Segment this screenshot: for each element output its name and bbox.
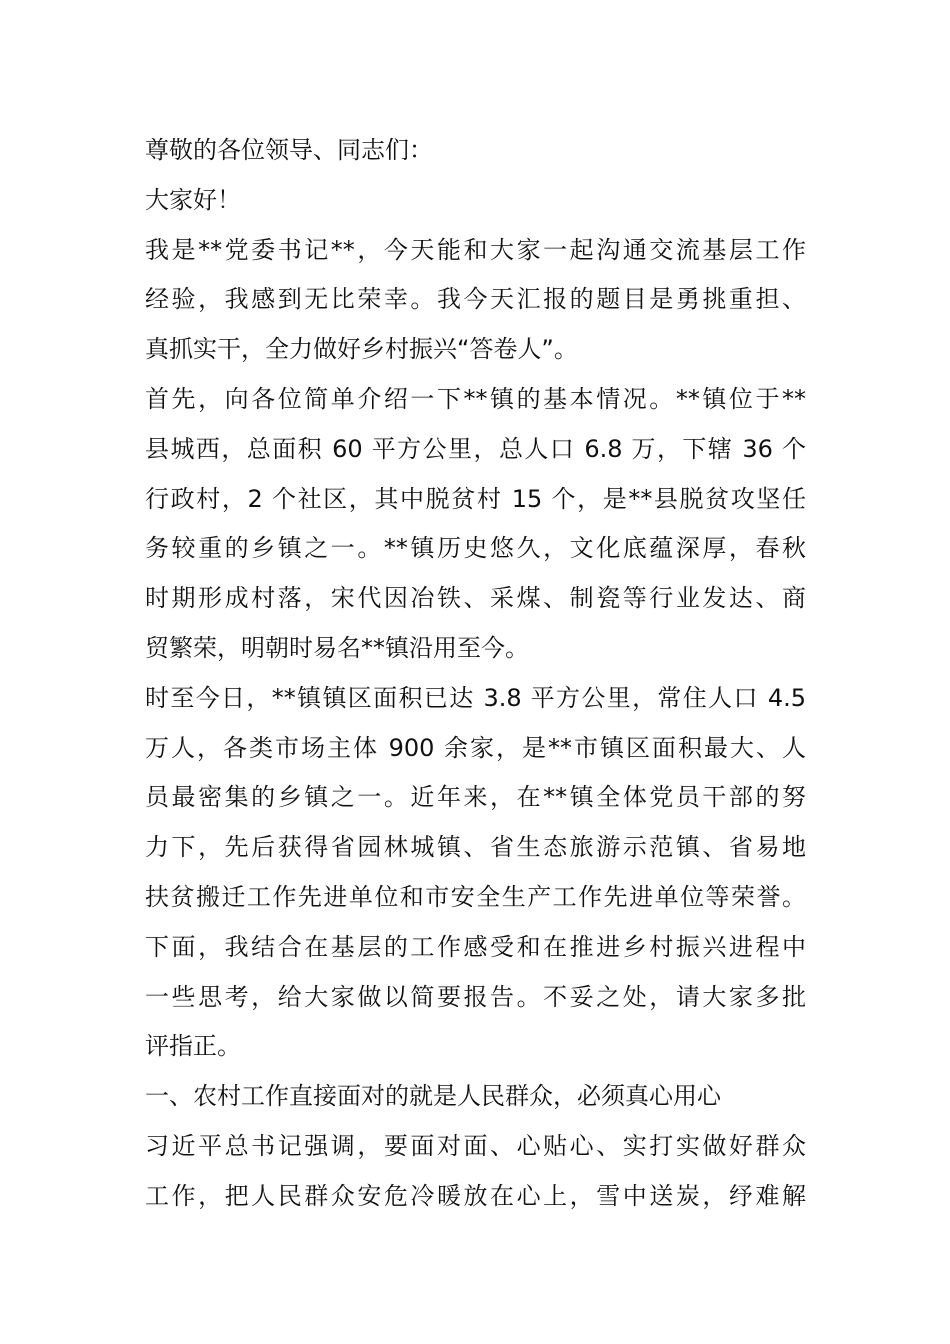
text-line: 下面，我结合在基层的工作感受和在推进乡村振兴进程中 <box>145 932 806 961</box>
text-line: 时期形成村落，宋代因冶铁、采煤、制瓷等行业发达、商 <box>145 584 806 613</box>
text-line: 贸繁荣，明朝时易名**镇沿用至今。 <box>145 633 529 662</box>
paragraph <box>145 375 806 674</box>
paragraph <box>145 226 806 375</box>
paragraph <box>145 674 806 923</box>
text-line: 务较重的乡镇之一。**镇历史悠久，文化底蕴深厚，春秋 <box>145 534 806 563</box>
text-line: 大家好！ <box>145 185 241 214</box>
text-line: 一、农村工作直接面对的就是人民群众，必须真心用心 <box>145 1082 721 1111</box>
text-line: 习近平总书记强调，要面对面、心贴心、实打实做好群众 <box>145 1131 806 1160</box>
document-page <box>145 126 806 1222</box>
text-line: 万人，各类市场主体 900 余家，是**市镇区面积最大、人 <box>145 733 806 762</box>
text-line: 力下，先后获得省园林城镇、省生态旅游示范镇、省易地 <box>145 833 806 862</box>
text-line: 工作，把人民群众安危冷暖放在心上，雪中送炭，纾难解 <box>145 1181 806 1210</box>
text-line: 行政村，2 个社区，其中脱贫村 15 个，是**县脱贫攻坚任 <box>145 484 806 513</box>
paragraph <box>145 1072 806 1122</box>
text-line: 扶贫搬迁工作先进单位和市安全生产工作先进单位等荣誉。 <box>145 882 806 911</box>
text-line: 首先，向各位简单介绍一下**镇的基本情况。**镇位于** <box>145 384 806 413</box>
text-line: 县城西，总面积 60 平方公里，总人口 6.8 万，下辖 36 个 <box>145 434 806 463</box>
text-line: 评指正。 <box>145 1032 241 1061</box>
text-line: 员最密集的乡镇之一。近年来，在**镇全体党员干部的努 <box>145 783 806 812</box>
text-line: 经验，我感到无比荣幸。我今天汇报的题目是勇挑重担、 <box>145 285 806 314</box>
text-line: 真抓实干，全力做好乡村振兴“答卷人”。 <box>145 335 578 364</box>
text-line: 尊敬的各位领导、同志们： <box>145 136 433 164</box>
paragraph <box>145 923 806 1072</box>
text-line: 我是**党委书记**，今天能和大家一起沟通交流基层工作 <box>145 235 806 264</box>
paragraph <box>145 176 806 226</box>
paragraph <box>145 1122 806 1222</box>
text-line: 一些思考，给大家做以简要报告。不妥之处，请大家多批 <box>145 982 806 1011</box>
text-line: 时至今日，**镇镇区面积已达 3.8 平方公里，常住人口 4.5 <box>145 683 806 712</box>
paragraph <box>145 126 806 176</box>
